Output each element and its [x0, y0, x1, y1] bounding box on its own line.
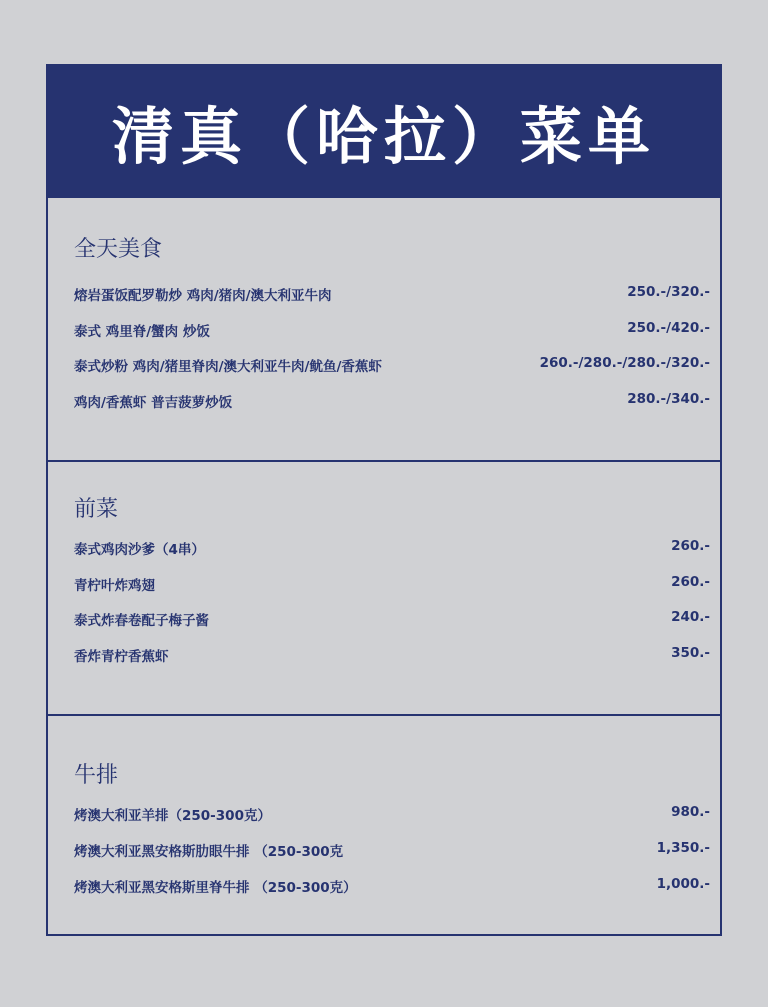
item-price: 250.-/420.- — [627, 320, 710, 336]
item-price: 250.-/320.- — [627, 284, 710, 300]
section-heading: 前菜 — [74, 497, 119, 522]
item-name: 烤澳大利亚黑安格斯肋眼牛排 （250-300克 — [74, 844, 344, 860]
menu-item — [74, 876, 710, 896]
item-name: 泰式炒粉 鸡肉/猪里脊肉/澳大利亚牛肉/鱿鱼/香蕉虾 — [74, 359, 382, 375]
menu-item — [74, 840, 710, 860]
item-name: 鸡肉/香蕉虾 普吉菠萝炒饭 — [74, 395, 233, 411]
item-name: 烤澳大利亚黑安格斯里脊牛排 （250-300克） — [74, 880, 357, 896]
menu-card — [46, 64, 722, 936]
menu-item — [74, 538, 710, 558]
item-name: 泰式鸡肉沙爹（4串） — [74, 542, 205, 558]
menu-item — [74, 609, 710, 629]
section-all-day — [48, 196, 720, 460]
item-name: 熔岩蛋饭配罗勒炒 鸡肉/猪肉/澳大利亚牛肉 — [74, 288, 332, 304]
menu-title: 清真（哈拉）菜单 — [111, 99, 656, 173]
item-name: 泰式 鸡里脊/蟹肉 炒饭 — [74, 324, 210, 340]
menu-item — [74, 645, 710, 665]
menu-header — [48, 66, 720, 196]
section-steaks — [48, 714, 720, 934]
item-price: 350.- — [671, 645, 710, 661]
item-name: 烤澳大利亚羊排（250-300克） — [74, 808, 271, 824]
menu-item — [74, 320, 710, 340]
item-price: 1,000.- — [656, 876, 710, 892]
item-name: 泰式炸春卷配子梅子酱 — [74, 613, 209, 629]
item-name: 香炸青柠香蕉虾 — [74, 649, 169, 665]
section-appetizers — [48, 460, 720, 714]
menu-item — [74, 284, 710, 304]
menu-item — [74, 574, 710, 594]
menu-item — [74, 804, 710, 824]
item-price: 980.- — [671, 804, 710, 820]
item-price: 280.-/340.- — [627, 391, 710, 407]
item-price: 1,350.- — [656, 840, 710, 856]
item-price: 260.- — [671, 574, 710, 590]
item-name: 青柠叶炸鸡翅 — [74, 578, 155, 594]
menu-item — [74, 355, 710, 375]
section-heading: 全天美食 — [74, 237, 163, 262]
item-price: 260.- — [671, 538, 710, 554]
section-heading: 牛排 — [74, 763, 119, 788]
menu-item — [74, 391, 710, 411]
item-price: 260.-/280.-/280.-/320.- — [539, 355, 710, 371]
item-price: 240.- — [671, 609, 710, 625]
